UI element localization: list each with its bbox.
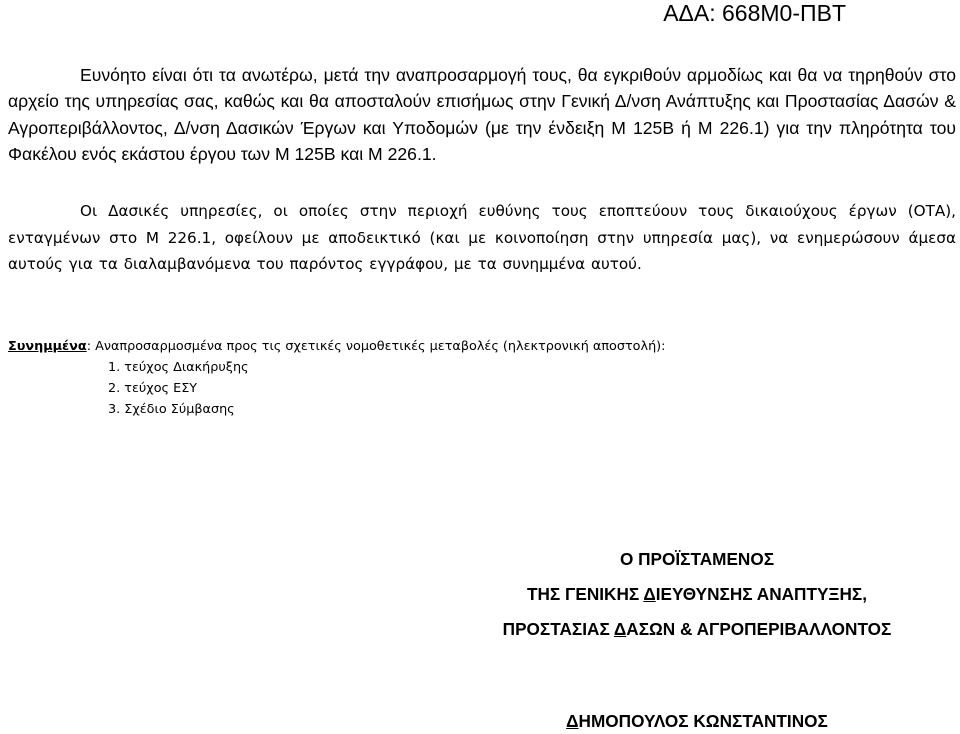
attachments-list bbox=[8, 357, 956, 420]
attachments-heading bbox=[8, 336, 956, 357]
body-paragraph-1: Ευνόητο είναι ότι τα ανωτέρω, μετά την αναπροσαρμογή τους, θα εγκριθούν αρμοδίως και θα να τηρηθούν στο αρχείο της υπηρεσίας σας, καθώς και θα αποσταλούν επισήμως στην Γενική Δ/νση Ανάπτυξης και Προστασίας Δασών & Αγροπεριβάλλοντος, Δ/νση Δασικών Έργων και Υποδομών (με την ένδειξη Μ 125Β ή Μ 226.1) για την πληρότητα του Φακέλου ενός εκάστου έργου των Μ 125Β και Μ 226.1. bbox=[8, 65, 956, 165]
body-paragraph-2: Οι Δασικές υπηρεσίες, οι οποίες στην περιοχή ευθύνης τους εποπτεύουν τους δικαιούχους έργων (ΟΤΑ), ενταγμένων στο Μ 226.1, οφείλουν με αποδεικτικό (και με κοινοποίηση στην υπηρεσία μας), να ενημερώσουν άμεσα αυτούς για τα διαλαμβανόμενα του παρόντος εγγράφου, με τα συνημμένα αυτού. bbox=[8, 202, 956, 274]
attachments-label: Συνημμένα bbox=[8, 339, 87, 354]
signature-title-line-2-text: ΤΗΣ ΓΕΝΙΚΗΣ ΔΙΕΥΘΥΝΣΗΣ ΑΝΑΠΤΥΞΗΣ, bbox=[526, 584, 868, 604]
attachment-item: 1. τεύχος Διακήρυξης bbox=[108, 360, 249, 375]
attachments-section bbox=[8, 336, 956, 420]
ada-document-id: ΑΔΑ: 668Μ0-ΠΒΤ bbox=[663, 0, 846, 26]
signer-name: ΔΗΜΟΠΟΥΛΟΣ ΚΩΝΣΤΑΝΤΙΝΟΣ bbox=[566, 711, 828, 731]
attachment-item: 2. τεύχος ΕΣΥ bbox=[108, 381, 198, 396]
signature-title-line-1: Ο ΠΡΟΪΣΤΑΜΕΝΟΣ bbox=[619, 549, 775, 569]
signature-block bbox=[424, 542, 960, 647]
attachment-item: 3. Σχέδιο Σύμβασης bbox=[108, 402, 235, 417]
attachments-intro: : Αναπροσαρμοσμένα προς τις σχετικές νομοθετικές μεταβολές (ηλεκτρονική αποστολή): bbox=[86, 339, 666, 354]
signature-title-line-3: ΠΡΟΣΤΑΣΙΑΣ ΔΑΣΩΝ & ΑΓΡΟΠΕΡΙΒΑΛΛΟΝΤΟΣ bbox=[502, 619, 892, 639]
signature-title-line-2 bbox=[424, 577, 960, 612]
